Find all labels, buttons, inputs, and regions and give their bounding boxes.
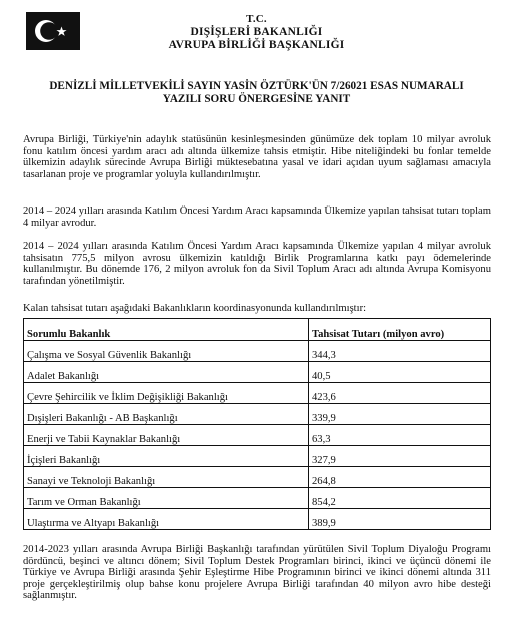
amount-cell: 339,9 (309, 404, 491, 425)
allocation-table (23, 318, 491, 530)
amount-cell: 40,5 (309, 362, 491, 383)
amount-cell: 264,8 (309, 467, 491, 488)
table-row (24, 383, 491, 404)
table-row (24, 341, 491, 362)
table-row (24, 362, 491, 383)
table-row (24, 425, 491, 446)
paragraph-4: Kalan tahsisat tutarı aşağıdaki Bakanlıkların koordinasyonunda kullandırılmıştır: (23, 303, 367, 314)
ministry-cell: Adalet Bakanlığı (24, 362, 309, 383)
ministry-cell: Dışişleri Bakanlığı - AB Başkanlığı (24, 404, 309, 425)
amount-cell: 327,9 (309, 446, 491, 467)
paragraph-1: Avrupa Birliği, Türkiye'nin adaylık statüsünün kesinleşmesinden günümüze dek toplam 10 milyar avroluk fonu katılım öncesi yardım aracı adı altında ülkemize tahsis etmiştir. Hibe niteliğindeki bu fonlar temelde ülkemizin adaylık sürecinde Avrupa Birliği müktesebatına yasal ve idari açıdan uyum sağlaması amacıyla tasarlanan proje ve programlar yoluyla kullandırılmıştır. (23, 134, 491, 180)
amount-cell: 63,3 (309, 425, 491, 446)
ministry-cell: Enerji ve Tabii Kaynaklar Bakanlığı (24, 425, 309, 446)
ministry-cell: Tarım ve Orman Bakanlığı (24, 488, 309, 509)
org-line-ministry: DIŞİŞLERİ BAKANLIĞI (190, 26, 323, 38)
subject-line-2: YAZILI SORU ÖNERGESİNE YANIT (162, 93, 351, 105)
paragraph-5: 2014-2023 yılları arasında Avrupa Birliği Başkanlığı tarafından yürütülen Sivil Toplum Diyaloğu Programı dördüncü, beşinci ve altıncı dönem; Sivil Toplum Destek Programları birinci, ikinci ve üçüncü dönemi ile Türkiye ve Avrupa Birliği arasında Şehir Eşleştirme Hibe Programının birinci ve ikinci dönemi altında 311 proje gerçekleştirilmiş olup bahse konu projelere Avrupa Birliği tarafından 40 milyon avro hibe desteği sağlanmıştır. (23, 544, 491, 602)
letterhead (0, 0, 513, 70)
ministry-cell: İçişleri Bakanlığı (24, 446, 309, 467)
table-row (24, 467, 491, 488)
table-row (24, 446, 491, 467)
org-line-directorate: AVRUPA BİRLİĞİ BAŞKANLIĞI (168, 39, 345, 51)
table-row (24, 488, 491, 509)
table-row (24, 404, 491, 425)
amount-cell: 854,2 (309, 488, 491, 509)
header-amount: Tahsisat Tutarı (milyon avro) (309, 319, 491, 341)
subject-line-1: DENİZLİ MİLLETVEKİLİ SAYIN YASİN ÖZTÜRK'ÜN 7/26021 ESAS NUMARALI (49, 80, 464, 92)
ministry-cell: Çalışma ve Sosyal Güvenlik Bakanlığı (24, 341, 309, 362)
table-header-row (24, 319, 491, 341)
paragraph-3: 2014 – 2024 yılları arasında Katılım Öncesi Yardım Aracı kapsamında Ülkemize yapılan 4 milyar avroluk tahsisatın 775,5 milyon avrosu ülkemizin katıldığı Birlik Programlarına katkı payı ödemelerinde kullanılmıştır. Bu dönemde 176, 2 milyon avroluk fon da Sivil Toplum Aracı adı altında Avrupa Komisyonu tarafından yönetilmiştir. (23, 241, 491, 287)
amount-cell: 389,9 (309, 509, 491, 530)
ministry-cell: Çevre Şehircilik ve İklim Değişikliği Bakanlığı (24, 383, 309, 404)
table-row (24, 509, 491, 530)
amount-cell: 344,3 (309, 341, 491, 362)
ministry-cell: Ulaştırma ve Altyapı Bakanlığı (24, 509, 309, 530)
header-ministry: Sorumlu Bakanlık (24, 319, 309, 341)
paragraph-2: 2014 – 2024 yılları arasında Katılım Öncesi Yardım Aracı kapsamında Ülkemize yapılan tahsisat tutarı toplam 4 milyar avrodur. (23, 206, 491, 229)
org-line-tc: T.C. (246, 13, 267, 25)
amount-cell: 423,6 (309, 383, 491, 404)
ministry-cell: Sanayi ve Teknoloji Bakanlığı (24, 467, 309, 488)
